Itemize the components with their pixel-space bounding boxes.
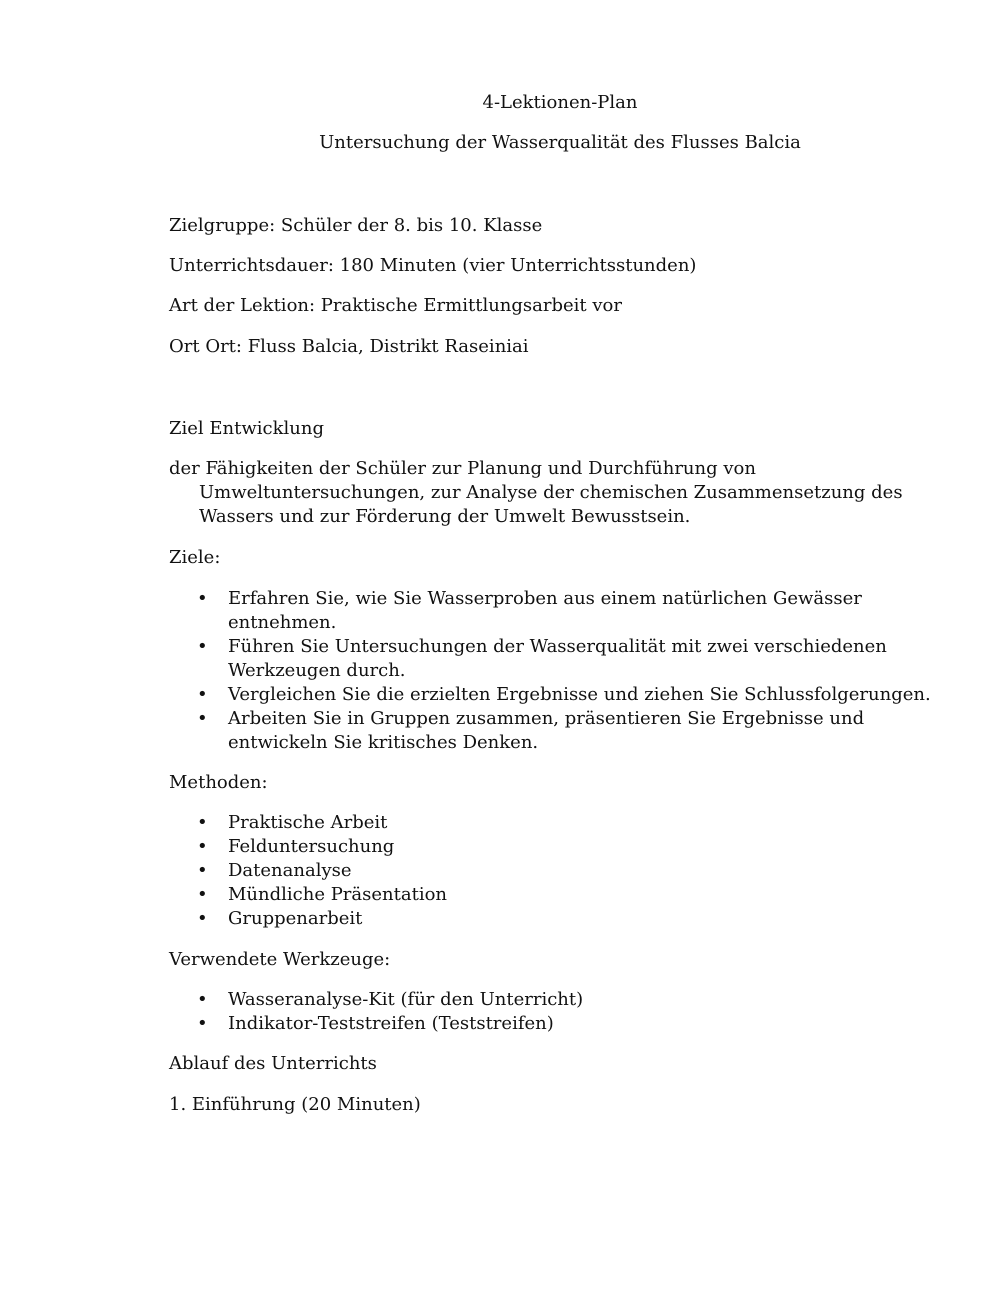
list-item-text: Felduntersuchung (228, 836, 395, 857)
list-item (195, 835, 955, 859)
bullet-icon: • (197, 989, 208, 1010)
bullet-icon: • (197, 708, 208, 729)
list-item-text: Praktische Arbeit (228, 812, 388, 833)
list-item-text: Vergleichen Sie die erzielten Ergebnisse und ziehen Sie Schlussfolgerungen. (228, 684, 931, 705)
goal-paragraph-line: Wassers und zur Förderung der Umwelt Bewusstsein. (199, 506, 691, 527)
bullet-icon: • (197, 1013, 208, 1034)
list-item-text: Führen Sie Untersuchungen der Wasserqualität mit zwei verschiedenen (228, 636, 887, 657)
list-item-text: Wasseranalyse-Kit (für den Unterricht) (228, 989, 584, 1010)
list-item-text: entnehmen. (228, 612, 337, 633)
lesson-type-line: Art der Lektion: Praktische Ermittlungsarbeit vor (169, 295, 622, 316)
bullet-icon: • (197, 836, 208, 857)
tools-heading: Verwendete Werkzeuge: (169, 949, 391, 970)
goal-paragraph (169, 457, 929, 529)
goal-paragraph-line: der Fähigkeiten der Schüler zur Planung und Durchführung von (169, 458, 756, 479)
methods-heading: Methoden: (169, 772, 268, 793)
tools-list (195, 988, 955, 1036)
bullet-icon: • (197, 812, 208, 833)
list-item-text: Arbeiten Sie in Gruppen zusammen, präsentieren Sie Ergebnisse und (228, 708, 865, 729)
methods-list (195, 811, 955, 931)
bullet-icon: • (197, 684, 208, 705)
list-item (195, 859, 955, 883)
bullet-icon: • (197, 908, 208, 929)
list-item (195, 988, 955, 1012)
target-group-line: Zielgruppe: Schüler der 8. bis 10. Klasse (169, 215, 543, 236)
list-item-text: Erfahren Sie, wie Sie Wasserproben aus einem natürlichen Gewässer (228, 588, 862, 609)
bullet-icon: • (197, 860, 208, 881)
procedure-step-1: 1. Einführung (20 Minuten) (169, 1094, 421, 1115)
list-item-text: Werkzeugen durch. (228, 660, 406, 681)
list-item (195, 635, 955, 683)
objectives-heading: Ziele: (169, 547, 221, 568)
objectives-list (195, 587, 955, 755)
bullet-icon: • (197, 588, 208, 609)
list-item-text: Datenanalyse (228, 860, 352, 881)
list-item (195, 907, 955, 931)
list-item (195, 707, 955, 755)
list-item-text: Gruppenarbeit (228, 908, 363, 929)
location-line: Ort Ort: Fluss Balcia, Distrikt Raseiniai (169, 336, 529, 357)
document-subtitle: Untersuchung der Wasserqualität des Flusses Balcia (319, 132, 801, 153)
list-item (195, 811, 955, 835)
list-item (195, 1012, 955, 1036)
procedure-heading: Ablauf des Unterrichts (169, 1053, 377, 1074)
list-item-text: entwickeln Sie kritisches Denken. (228, 732, 539, 753)
document-title: 4-Lektionen-Plan (482, 92, 638, 113)
goal-heading: Ziel Entwicklung (169, 418, 324, 439)
list-item (195, 683, 955, 707)
list-item-text: Indikator-Teststreifen (Teststreifen) (228, 1013, 554, 1034)
bullet-icon: • (197, 884, 208, 905)
list-item-text: Mündliche Präsentation (228, 884, 448, 905)
duration-line: Unterrichtsdauer: 180 Minuten (vier Unterrichtsstunden) (169, 255, 697, 276)
bullet-icon: • (197, 636, 208, 657)
list-item (195, 883, 955, 907)
list-item (195, 587, 955, 635)
goal-paragraph-line: Umweltuntersuchungen, zur Analyse der chemischen Zusammensetzung des (199, 482, 903, 503)
